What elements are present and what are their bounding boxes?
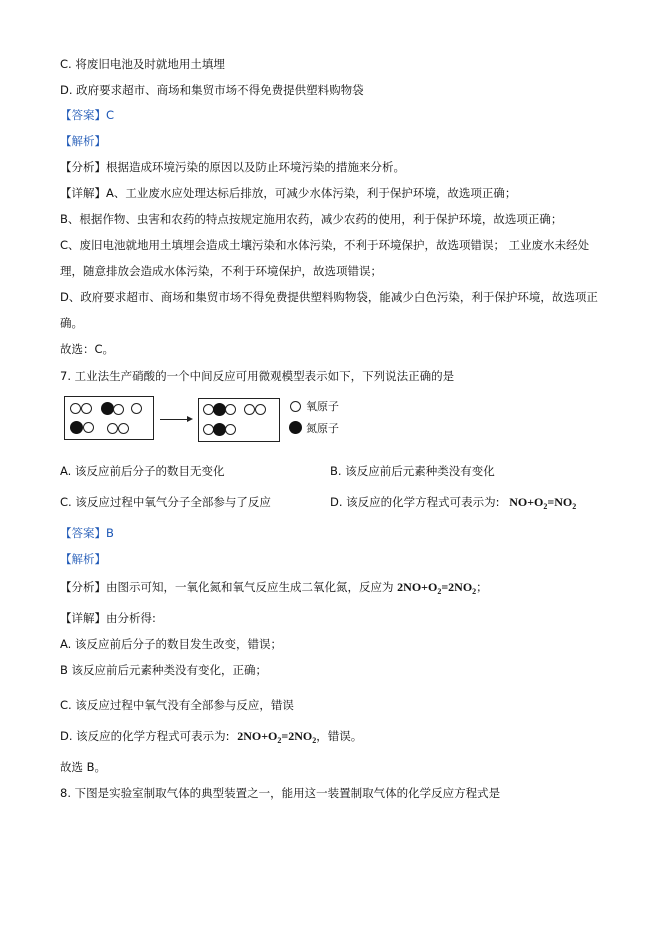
legend-nitrogen-label: 氮原子 (306, 422, 339, 435)
oxygen-atom (225, 404, 236, 415)
detail-label-7: 【详解】由分析得: (60, 611, 156, 625)
analysis-label-7: 【解析】 (60, 552, 106, 566)
question-8: 8. 下图是实验室制取气体的典型装置之一，能用这一装置制取气体的化学反应方程式是 (60, 786, 501, 800)
option-d-text: D. 该反应的化学方程式可表示为: (330, 495, 500, 509)
reactant-box (64, 396, 154, 440)
analysis-label: 【解析】 (60, 134, 106, 148)
option-c-prev: C. 将废旧电池及时就地用土填埋 (60, 57, 225, 71)
oxygen-atom (244, 404, 255, 415)
oxygen-atom (70, 403, 81, 414)
oxygen-atom (131, 403, 142, 414)
option-d (330, 495, 576, 514)
oxygen-atom (118, 423, 129, 434)
legend-nitrogen-icon (289, 421, 302, 434)
legend-oxygen-label: 氧原子 (306, 400, 339, 413)
detail-a: 【详解】A、工业废水应处理达标后排放，可减少水体污染，利于保护环境，故选项正确； (60, 186, 517, 200)
choose-b: 故选 B。 (60, 760, 107, 774)
detail-b: B、根据作物、虫害和农药的特点按规定施用农药，减少农药的使用，利于保护环境，故选项正确； (60, 212, 563, 226)
detail-d-7: D. 该反应的化学方程式可表示为: $2NO+O_2=2NO_2$，错误。 (60, 729, 363, 745)
micro-model-figure (64, 396, 364, 448)
option-c: C. 该反应过程中氧气分子全部参与了反应 (60, 495, 271, 509)
oxygen-atom (81, 403, 92, 414)
option-d-formula: $NO+O_2=NO_2$ (509, 495, 577, 511)
oxygen-atom (225, 424, 236, 435)
analysis-formula: $2NO+O_2=2NO_2$ (397, 580, 477, 596)
oxygen-atom (255, 404, 266, 415)
detail-b-7: B 该反应前后元素种类没有变化，正确； (60, 663, 268, 677)
oxygen-atom (113, 404, 124, 415)
analysis-text: 【分析】根据造成环境污染的原因以及防止环境污染的措施来分析。 (60, 160, 405, 174)
option-b: B. 该反应前后元素种类没有变化 (330, 464, 495, 478)
answer-label-7: 【答案】B (60, 526, 114, 540)
analysis-text-7: 【分析】由图示可知，一氧化氮和氧气反应生成二氧化氮，反应为 $2NO+O_2=2NO_2$； (60, 580, 488, 596)
answer-label: 【答案】C (60, 108, 115, 122)
detail-a-7: A. 该反应前后分子的数目发生改变，错误； (60, 637, 282, 651)
oxygen-atom (107, 423, 118, 434)
reaction-arrow (160, 419, 188, 420)
legend-oxygen-icon (290, 401, 301, 412)
option-a: A. 该反应前后分子的数目无变化 (60, 464, 225, 478)
arrow-head-icon (187, 416, 193, 422)
option-d-prev: D. 政府要求超市、商场和集贸市场不得免费提供塑料购物袋 (60, 83, 364, 97)
detail-d-cont: 确。 (60, 316, 83, 330)
detail-c-cont: 理，随意排放会造成水体污染，不利于环境保护，故选项错误； (60, 264, 382, 278)
detail-d: D、政府要求超市、商场和集贸市场不得免费提供塑料购物袋，能减少白色污染，利于保护环境，故选项正 (60, 290, 598, 304)
question-7: 7. 工业法生产硝酸的一个中间反应可用微观模型表示如下，下列说法正确的是 (60, 369, 455, 383)
nitrogen-atom (70, 421, 83, 434)
product-box (198, 398, 280, 442)
detail-c-7: C. 该反应过程中氧气没有全部参与反应，错误 (60, 698, 294, 712)
oxygen-atom (83, 422, 94, 433)
detail-d-formula: $2NO+O_2=2NO_2$ (237, 729, 317, 745)
detail-c: C、废旧电池就地用土填埋会造成土壤污染和水体污染，不利于环境保护，故选项错误； 工业废水未经处 (60, 238, 590, 252)
choose-c: 故选：C。 (60, 342, 115, 356)
